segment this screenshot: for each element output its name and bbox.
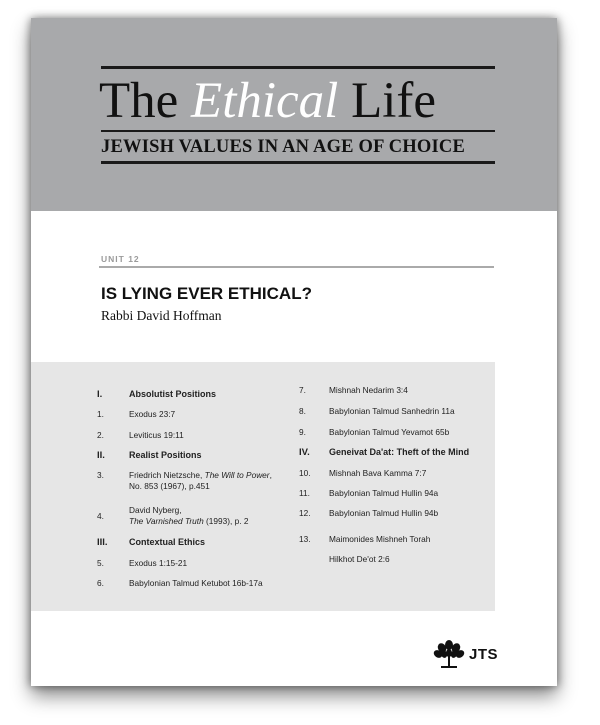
toc-text-line2: Hilkhot De'ot 2:6 (329, 554, 390, 564)
toc-text: Geneivat Da'at: Theft of the Mind (329, 447, 470, 457)
toc-number: 9. (299, 427, 306, 437)
toc-number: 12. (299, 508, 311, 518)
logo-text: JTS (469, 646, 499, 663)
toc-text: Mishnah Nedarim 3:4 (329, 385, 408, 395)
author-name: Rabbi David Hoffman (101, 308, 222, 323)
table-of-contents (31, 362, 495, 611)
title-banner (31, 18, 557, 211)
document-page (31, 18, 557, 686)
publication-title (99, 73, 499, 129)
toc-text: Realist Positions (129, 450, 202, 460)
toc-number: I. (97, 389, 103, 400)
toc-text: Leviticus 19:11 (129, 430, 184, 440)
toc-text (129, 470, 272, 492)
toc-number: 2. (97, 430, 104, 440)
toc-number: III. (97, 537, 108, 548)
toc-number: 6. (97, 578, 104, 588)
toc-number: II. (97, 450, 105, 461)
toc-number: 1. (97, 409, 104, 419)
toc-number: 10. (299, 468, 311, 478)
toc-text-line2: No. 853 (1967), p.451 (129, 481, 210, 491)
toc-text-pre: Friedrich Nietzsche, (129, 470, 205, 480)
toc-text: Babylonian Talmud Yevamot 65b (329, 427, 450, 437)
toc-text: Babylonian Talmud Hullin 94b (329, 508, 439, 518)
toc-text: Exodus 23:7 (129, 409, 176, 419)
toc-text-line1: Maimonides Mishneh Torah (329, 534, 431, 544)
toc-number: IV. (299, 447, 310, 458)
unit-divider (99, 266, 494, 268)
lesson-title: IS LYING EVER ETHICAL? (101, 284, 312, 303)
toc-number: 7. (299, 385, 306, 395)
unit-label: UNIT 12 (101, 254, 140, 264)
toc-text: Exodus 1:15-21 (129, 558, 188, 568)
jts-logo (433, 639, 503, 669)
publication-subtitle: JEWISH VALUES IN AN AGE OF CHOICE (101, 137, 466, 157)
title-word-ethical: Ethical (191, 73, 339, 129)
toc-number: 3. (97, 470, 104, 480)
banner-rule-top (101, 66, 495, 69)
tree-of-life-icon (433, 639, 465, 669)
toc-book-title: The Varnished Truth (129, 516, 204, 526)
title-word-life: Life (351, 73, 437, 129)
title-word-the: The (99, 73, 179, 129)
toc-text-post: , (269, 470, 272, 480)
toc-number: 4. (97, 511, 104, 521)
toc-text: Babylonian Talmud Hullin 94a (329, 488, 439, 498)
toc-text-post: (1993), p. 2 (203, 516, 249, 526)
toc-text: Absolutist Positions (129, 389, 217, 399)
toc-number: 8. (299, 406, 306, 416)
toc-number: 13. (299, 534, 311, 544)
toc-text (129, 505, 248, 527)
banner-rule-middle (101, 130, 495, 132)
banner-rule-bottom (101, 161, 495, 164)
toc-text: Babylonian Talmud Ketubot 16b-17a (129, 578, 263, 588)
toc-text: Mishnah Bava Kamma 7:7 (329, 468, 427, 478)
toc-text-pre: David Nyberg, (129, 505, 182, 515)
toc-number: 11. (299, 488, 310, 498)
toc-text: Babylonian Talmud Sanhedrin 11a (329, 406, 455, 416)
toc-book-title: The Will to Power (204, 470, 270, 480)
toc-text: Contextual Ethics (129, 537, 206, 547)
toc-number: 5. (97, 558, 104, 568)
toc-text (329, 529, 430, 569)
